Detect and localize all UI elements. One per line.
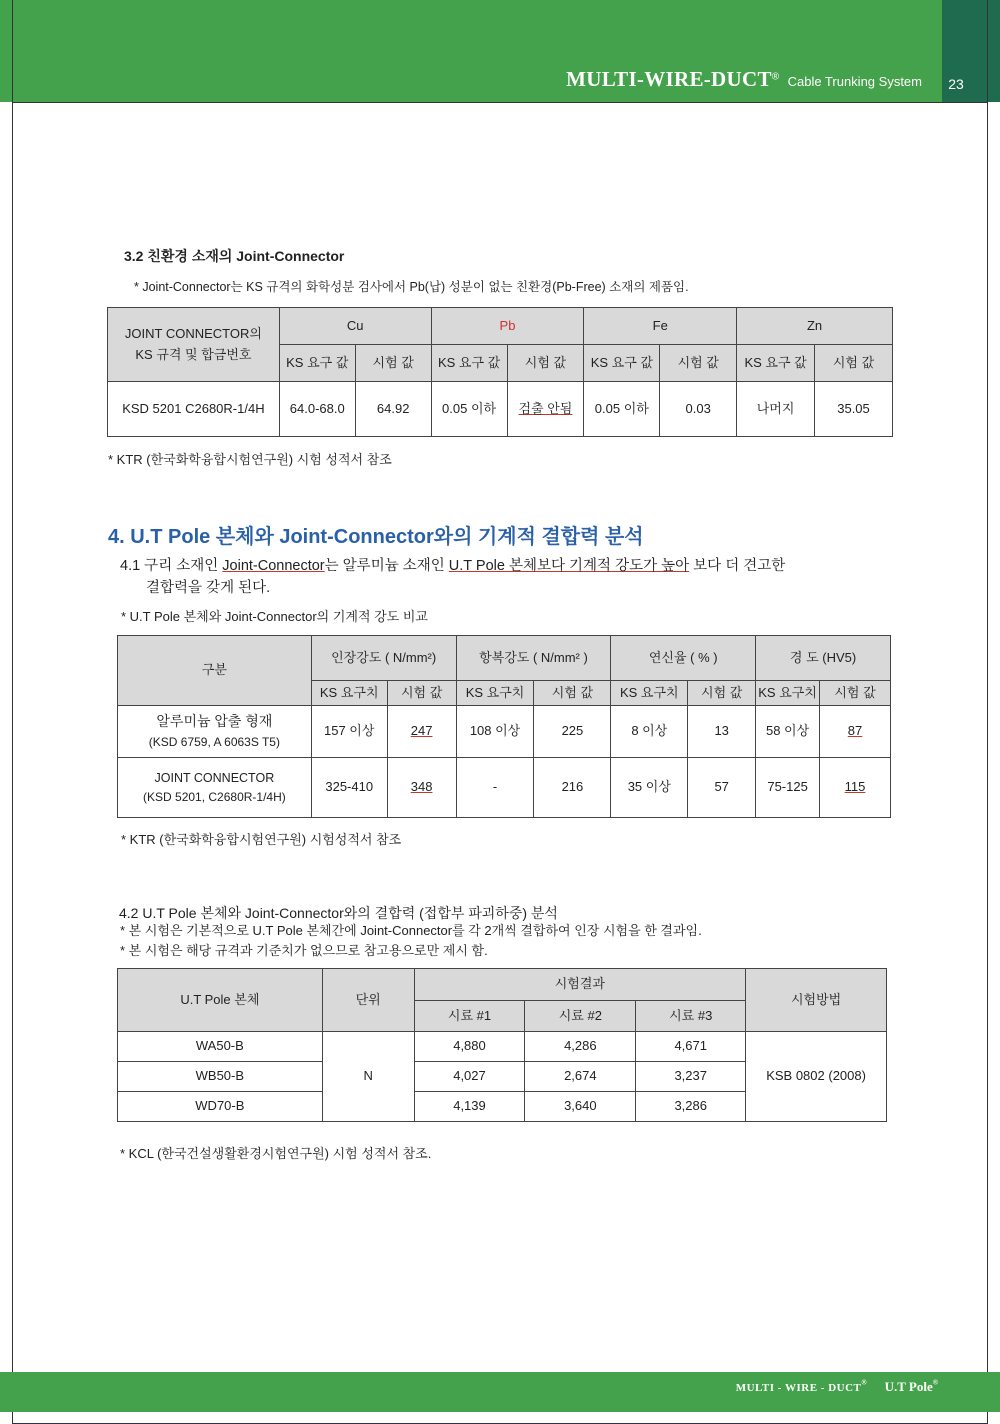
- table1-corner-header: JOINT CONNECTOR의 KS 규격 및 합금번호: [108, 308, 280, 382]
- table3-cell: 3,286: [636, 1092, 746, 1122]
- table3-cell: 4,286: [525, 1032, 636, 1062]
- section-3-2-note: * Joint-Connector는 KS 규격의 화학성분 검사에서 Pb(납) 성분이 없는 친환경(Pb-Free) 소재의 제품임.: [134, 280, 689, 294]
- table1-sub-test: 시험 값: [355, 345, 431, 382]
- table2-cell: 75-125: [756, 758, 820, 818]
- table2-group-yield: 항복강도 ( N/mm² ): [456, 636, 611, 681]
- underlined-text: Joint-Connector: [222, 558, 325, 574]
- section-4-2-source: * KCL (한국건설생활환경시험연구원) 시험 성적서 참조.: [120, 1146, 432, 1161]
- table2-cell: 225: [534, 706, 611, 758]
- brand-name: MULTI-WIRE-DUCT: [566, 67, 772, 91]
- table2-sub-ks: KS 요구치: [311, 681, 387, 706]
- header-brand: [566, 67, 922, 92]
- table1-cell: 검출 안됨: [507, 382, 584, 437]
- table2-group-elongation: 연신율 ( % ): [611, 636, 756, 681]
- table2-cell: 247: [387, 706, 456, 758]
- table1-header-fe: Fe: [584, 308, 737, 345]
- table1-header-zn: Zn: [737, 308, 893, 345]
- table3-cell: 3,640: [525, 1092, 636, 1122]
- section-4-1-source: * KTR (한국화학융합시험연구원) 시험성적서 참조: [121, 832, 402, 847]
- table2-cell: 108 이상: [456, 706, 534, 758]
- table2-sub-test: 시험 값: [820, 681, 891, 706]
- table3-cell: 2,674: [525, 1062, 636, 1092]
- table2-sub-test: 시험 값: [534, 681, 611, 706]
- table2-row-name: JOINT CONNECTOR (KSD 5201, C2680R-1/4H): [118, 758, 312, 818]
- table2-cell: 57: [688, 758, 756, 818]
- table2-cell: 216: [534, 758, 611, 818]
- table2-sub-test: 시험 값: [387, 681, 456, 706]
- table1-sub-test: 시험 값: [507, 345, 584, 382]
- table3-cell: 4,880: [414, 1032, 525, 1062]
- joint-strength-table: [117, 968, 887, 1122]
- table3-method: KSB 0802 (2008): [746, 1032, 887, 1122]
- table1-header-pb: Pb: [431, 308, 584, 345]
- table3-row-name: WA50-B: [118, 1032, 323, 1062]
- mechanical-strength-table: [117, 635, 891, 818]
- section-4-1-line2: 결합력을 갖게 된다.: [146, 580, 271, 596]
- table2-cell: 8 이상: [611, 706, 688, 758]
- table1-cell: 35.05: [815, 382, 893, 437]
- table-row: [108, 382, 893, 437]
- table1-sub-ks: KS 요구 값: [584, 345, 660, 382]
- table-row: [118, 1032, 887, 1062]
- table3-sample-3: 시료 #3: [636, 1001, 746, 1032]
- table1-cell: 0.05 이하: [431, 382, 507, 437]
- table3-unit: N: [322, 1032, 414, 1122]
- table2-cell: -: [456, 758, 534, 818]
- table3-row-name: WB50-B: [118, 1062, 323, 1092]
- section-3-2-heading: 3.2 친환경 소재의 Joint-Connector: [124, 248, 345, 264]
- table2-group-hardness: 경 도 (HV5): [756, 636, 891, 681]
- table1-sub-ks: KS 요구 값: [737, 345, 815, 382]
- page-number: 23: [948, 76, 964, 92]
- section-4-1-line1: 4.1 구리 소재인 Joint-Connector는 알루미늄 소재인 U.T Pole 본체보다 기계적 강도가 높아 보다 더 견고한: [120, 558, 786, 574]
- table2-sub-ks: KS 요구치: [756, 681, 820, 706]
- table1-cell: 0.03: [660, 382, 737, 437]
- table1-sub-ks: KS 요구 값: [279, 345, 355, 382]
- table1-cell: 64.0-68.0: [279, 382, 355, 437]
- table1-sub-test: 시험 값: [815, 345, 893, 382]
- table3-header-result: 시험결과: [414, 969, 746, 1001]
- table3-header-body: U.T Pole 본체: [118, 969, 323, 1032]
- brand-subtitle: Cable Trunking System: [787, 74, 922, 89]
- table1-sub-test: 시험 값: [660, 345, 737, 382]
- table1-cell: 나머지: [737, 382, 815, 437]
- table3-sample-1: 시료 #1: [414, 1001, 525, 1032]
- table3-cell: 4,671: [636, 1032, 746, 1062]
- table2-sub-test: 시험 값: [688, 681, 756, 706]
- table3-header-method: 시험방법: [746, 969, 887, 1032]
- table3-cell: 4,139: [414, 1092, 525, 1122]
- footer-product: U.T Pole: [884, 1379, 933, 1394]
- section-4-1-note: * U.T Pole 본체와 Joint-Connector의 기계적 강도 비교: [121, 609, 428, 624]
- table1-cell: 0.05 이하: [584, 382, 660, 437]
- table2-cell: 58 이상: [756, 706, 820, 758]
- footer-product-reg: ®: [932, 1378, 938, 1387]
- table3-cell: 3,237: [636, 1062, 746, 1092]
- underlined-text: U.T Pole 본체보다 기계적 강도가 높아: [448, 558, 690, 574]
- table3-row-name: WD70-B: [118, 1092, 323, 1122]
- table2-cell: 157 이상: [311, 706, 387, 758]
- footer-reg-mark: ®: [861, 1378, 867, 1387]
- table3-cell: 4,027: [414, 1062, 525, 1092]
- table2-sub-ks: KS 요구치: [456, 681, 534, 706]
- table2-cell: 348: [387, 758, 456, 818]
- table3-header-unit: 단위: [322, 969, 414, 1032]
- table2-cell: 87: [820, 706, 891, 758]
- table-row: [118, 758, 891, 818]
- table1-cell: KSD 5201 C2680R-1/4H: [108, 382, 280, 437]
- table-row: [118, 706, 891, 758]
- footer-brand-name: MULTI - WIRE - DUCT: [735, 1382, 862, 1394]
- chemical-composition-table: [107, 307, 893, 437]
- table2-cell: 35 이상: [611, 758, 688, 818]
- table2-corner-header: 구분: [118, 636, 312, 706]
- section-4-2-heading: 4.2 U.T Pole 본체와 Joint-Connector와의 결합력 (접합부 파괴하중) 분석: [119, 905, 558, 921]
- brand-reg-mark: ®: [771, 71, 780, 83]
- table3-sample-2: 시료 #2: [525, 1001, 636, 1032]
- table2-row-name: 알루미늄 압출 형재 (KSD 6759, A 6063S T5): [118, 706, 312, 758]
- table1-header-cu: Cu: [279, 308, 431, 345]
- section-3-2-source: * KTR (한국화학융합시험연구원) 시험 성적서 참조: [108, 452, 392, 467]
- section-4-heading: 4. U.T Pole 본체와 Joint-Connector와의 기계적 결합력 분석: [108, 526, 644, 548]
- table2-cell: 13: [688, 706, 756, 758]
- footer-brand: [736, 1378, 938, 1396]
- table2-cell: 325-410: [311, 758, 387, 818]
- table1-sub-ks: KS 요구 값: [431, 345, 507, 382]
- section-4-2-note2: * 본 시험은 해당 규격과 기준치가 없으므로 참고용으로만 제시 함.: [120, 943, 488, 958]
- table2-group-tensile: 인장강도 ( N/mm²): [311, 636, 456, 681]
- table1-cell: 64.92: [355, 382, 431, 437]
- table2-cell: 115: [820, 758, 891, 818]
- section-4-2-note1: * 본 시험은 기본적으로 U.T Pole 본체간에 Joint-Connector를 각 2개씩 결합하여 인장 시험을 한 결과임.: [120, 923, 702, 938]
- table2-sub-ks: KS 요구치: [611, 681, 688, 706]
